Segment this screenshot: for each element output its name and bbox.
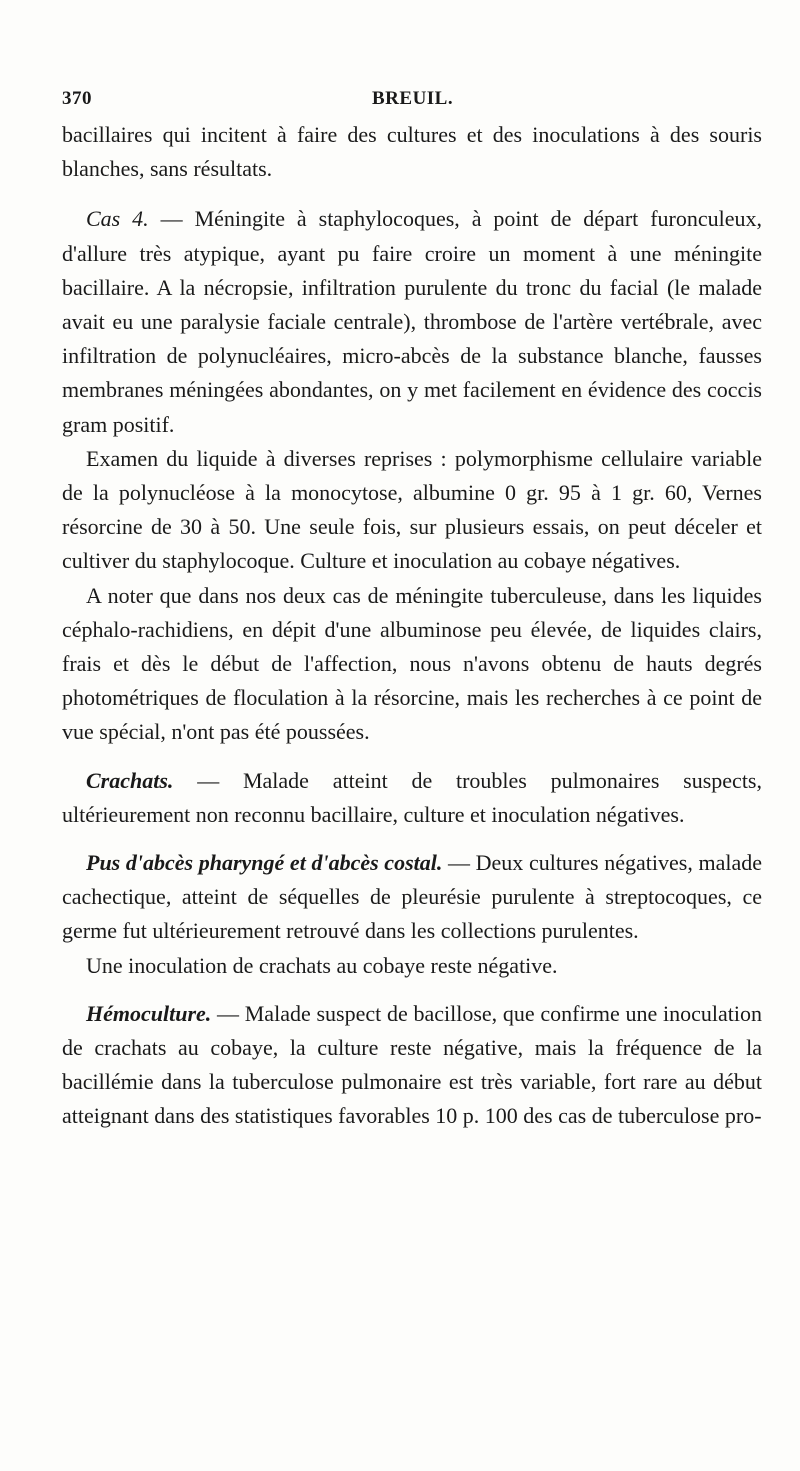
paragraph-crachats <box>62 764 762 832</box>
paragraph-text: — Méningite à staphylocoques, à point de départ furonculeux, d'allure très atypique, ayant pu faire croire un moment à une méningite bacillaire. A la nécropsie, infiltration purulente du tronc du facial (le malade avait eu une paralysie faciale centrale), thrombose de l'artère vertébrale, avec infiltration de polynucléaires, micro-abcès de la substance blanche, fausses membranes méningées abondantes, on y met facilement en évidence des coccis gram positif. <box>62 206 762 437</box>
paragraph-text: — Deux cultures négatives, malade cachectique, atteint de séquelles de pleurésie purulente à streptocoques, ce germe fut ultérieurement retrouvé dans les collections purulentes. <box>62 850 762 944</box>
body-text <box>62 118 762 1134</box>
running-head <box>62 88 752 112</box>
paragraph-text: — Malade atteint de troubles pulmonaires suspects, ultérieurement non reconnu bacillaire, culture et inoculation négatives. <box>62 767 762 827</box>
paragraph-continuation <box>62 118 762 186</box>
paragraph-inoculation <box>62 949 762 983</box>
paragraph-hemoculture <box>62 997 762 1134</box>
paragraph-examen <box>62 442 762 579</box>
paragraph-text: Examen du liquide à diverses reprises : polymorphisme cellulaire variable de la polynucléose à la monocytose, albumine 0 gr. 95 à 1 gr. 60, Vernes résorcine de 30 à 50. Une seule fois, sur plusieurs essais, on peut déceler et cultiver du staphylocoque. Culture et inoculation au cobaye négatives. <box>62 445 762 574</box>
page-number: 370 <box>62 88 92 109</box>
paragraph-pus <box>62 846 762 949</box>
running-title: BREUIL. <box>372 88 454 109</box>
section-heading: Crachats. <box>86 767 174 793</box>
paragraph-note <box>62 579 762 750</box>
paragraph-text: bacillaires qui incitent à faire des cultures et des inoculations à des souris blanches, sans résultats. <box>62 122 762 182</box>
section-heading: Hémoculture. <box>86 1000 212 1026</box>
paragraph-text: — Malade suspect de bacillose, que confirme une inoculation de crachats au cobaye, la culture reste négative, mais la fréquence de la bacillémie dans la tuberculose pulmonaire est très variable, fort rare au début atteignant dans des statistiques favorables 10 p. 100 des cas de tuberculose pro- <box>62 1000 762 1129</box>
section-heading: Pus d'abcès pharyngé et d'abcès costal. <box>86 850 443 876</box>
case-heading: Cas 4. <box>86 206 149 232</box>
paragraph-text: A noter que dans nos deux cas de méningite tuberculeuse, dans les liquides céphalo-rachidiens, en dépit d'une albuminose peu élevée, de liquides clairs, frais et dès le début de l'affection, nous n'avons obtenu de hauts degrés photométriques de floculation à la résorcine, mais les recherches à ce point de vue spécial, n'ont pas été poussées. <box>62 582 762 745</box>
paragraph-text: Une inoculation de crachats au cobaye reste négative. <box>86 952 558 978</box>
paragraph-case-4 <box>62 202 762 441</box>
